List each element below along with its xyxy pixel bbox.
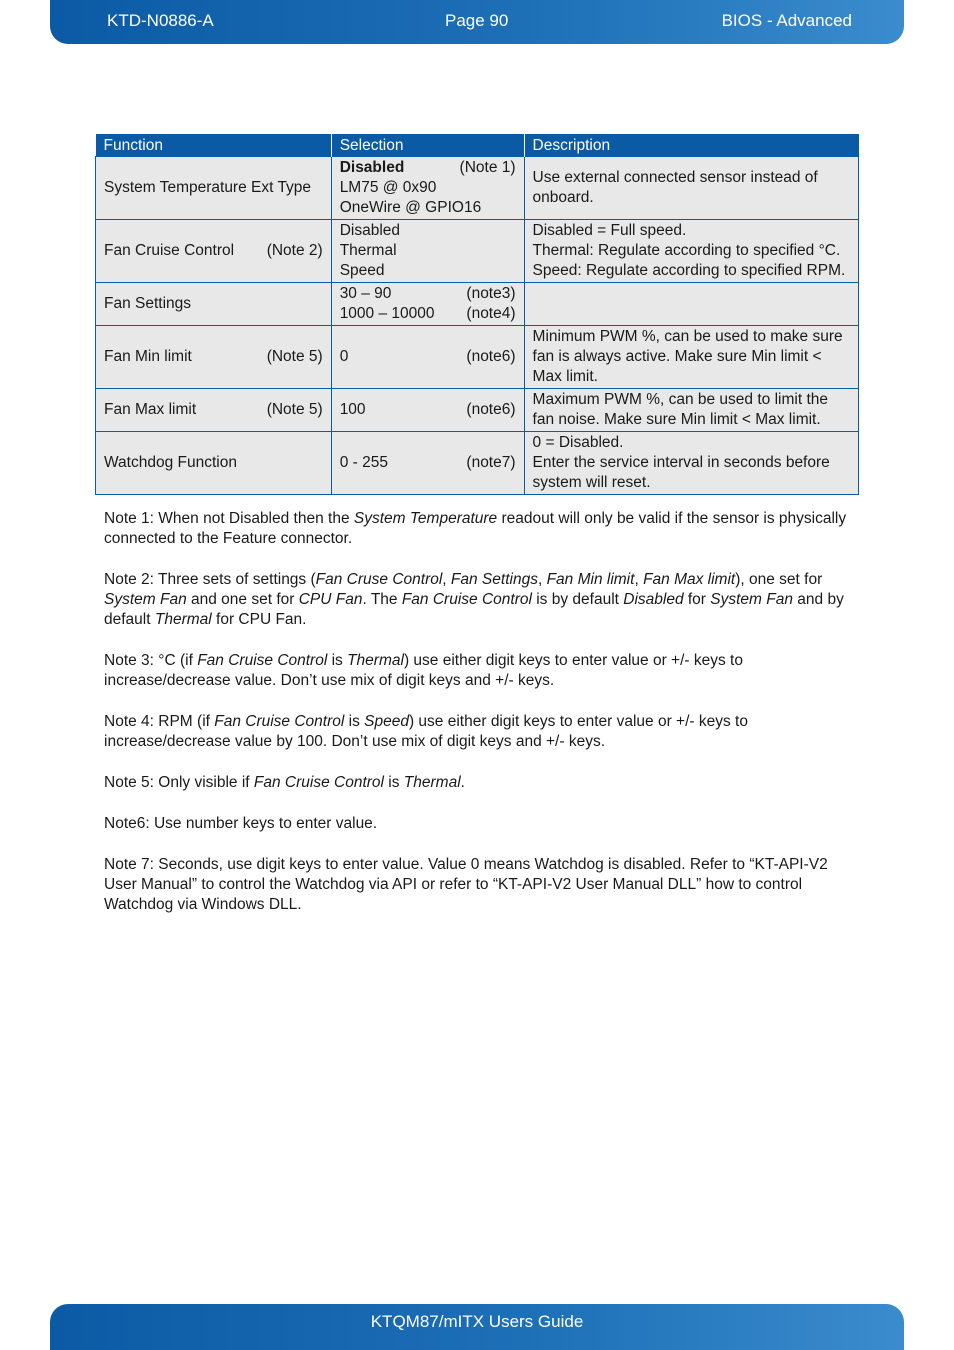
- note-text: ,: [442, 571, 451, 588]
- note-emphasis: Fan Cruse Control: [315, 571, 443, 588]
- note-emphasis: Fan Min limit: [546, 571, 635, 588]
- description-line: Minimum PWM %, can be used to make sure: [532, 328, 843, 345]
- note-paragraph: [104, 773, 854, 793]
- note-text: Note 7: Seconds, use digit keys to enter value. Value 0 means Watchdog is disabled. Refer to “KT-API-V2 User Manual” to control the Watchdog via API or refer to “KT-API-V2 User Manual DLL” how to control Watchdog via Windows DLL.: [104, 856, 828, 913]
- description-line: system will reset.: [532, 474, 651, 491]
- column-header-function: Function: [96, 134, 332, 157]
- selection-value: 1000 – 10000: [339, 305, 435, 322]
- note-text: Note6: Use number keys to enter value.: [104, 815, 378, 832]
- selection-note: (note4): [466, 305, 516, 322]
- selection-value: Thermal: [339, 242, 397, 259]
- selection-value: LM75 @ 0x90: [339, 179, 437, 196]
- selection-value: 0: [339, 348, 349, 365]
- note-text: ), one set for: [735, 571, 823, 588]
- note-emphasis: Thermal: [347, 652, 404, 669]
- column-header-description: Description: [524, 134, 858, 157]
- description-line: Max limit.: [532, 368, 598, 385]
- note-paragraph: [104, 814, 854, 834]
- selection-cell: [331, 220, 524, 283]
- note-text: . The: [362, 591, 402, 608]
- note-text: Note 4: RPM (if: [104, 713, 215, 730]
- selection-note: (note7): [466, 454, 516, 471]
- description-line: Enter the service interval in seconds before: [532, 454, 830, 471]
- note-text: readout will only be valid if the sensor is physically connected to the Feature connector.: [104, 510, 847, 547]
- function-cell: [96, 389, 332, 432]
- selection-cell: [331, 432, 524, 495]
- note-emphasis: Fan Cruise Control: [253, 774, 384, 791]
- note-text: ) use either digit keys to enter value or +/- keys to increase/decrease value. Don’t use mix of digit keys and +/- keys.: [104, 652, 743, 689]
- function-name: System Temperature Ext Type: [104, 179, 312, 196]
- note-text: ,: [634, 571, 644, 588]
- selection-value: 100: [339, 401, 366, 418]
- column-header-selection: Selection: [331, 134, 524, 157]
- description-line: Speed: Regulate according to specified RPM.: [532, 262, 846, 279]
- notes-section: [104, 509, 854, 936]
- table-row: [96, 157, 859, 220]
- description-line: Maximum PWM %, can be used to limit the: [532, 391, 828, 408]
- note-emphasis: Thermal: [154, 611, 212, 628]
- function-name: Watchdog Function: [104, 454, 237, 471]
- selection-note: (note3): [466, 285, 516, 302]
- description-cell: [524, 326, 858, 389]
- function-note: (Note 5): [266, 401, 323, 418]
- note-emphasis: Fan Cruise Control: [197, 652, 328, 669]
- note-text: is: [327, 652, 348, 669]
- note-text: Note 3: °C (if: [104, 652, 198, 669]
- description-cell: [524, 157, 858, 220]
- note-emphasis: System Fan: [104, 591, 187, 608]
- selection-note: (note6): [466, 401, 516, 418]
- table-row: [96, 326, 859, 389]
- function-name: Fan Min limit: [104, 348, 192, 365]
- description-line: Use external connected sensor instead of: [532, 169, 818, 186]
- note-paragraph: [104, 855, 854, 915]
- table-header-row: [96, 134, 859, 157]
- note-paragraph: [104, 712, 854, 752]
- note-text: and by default: [104, 591, 844, 628]
- selection-note: (note6): [466, 348, 516, 365]
- description-line: fan noise. Make sure Min limit < Max limit.: [532, 411, 821, 428]
- note-emphasis: Fan Max limit: [643, 571, 736, 588]
- note-text: for: [683, 591, 711, 608]
- section-title: BIOS - Advanced: [721, 11, 852, 30]
- selection-value: OneWire @ GPIO16: [339, 199, 482, 216]
- description-line: fan is always active. Make sure Min limit <: [532, 348, 822, 365]
- table-row: [96, 220, 859, 283]
- function-name: Fan Cruise Control: [104, 242, 235, 259]
- description-cell: [524, 283, 858, 326]
- page-header: [50, 0, 904, 44]
- note-paragraph: [104, 651, 854, 691]
- function-note: (Note 5): [266, 348, 323, 365]
- note-text: is by default: [531, 591, 624, 608]
- selection-cell: [331, 389, 524, 432]
- note-paragraph: [104, 570, 854, 630]
- note-text: is: [383, 774, 404, 791]
- document-id: KTD-N0886-A: [107, 11, 214, 30]
- page-footer: [50, 1304, 904, 1350]
- note-emphasis: Fan Settings: [450, 571, 538, 588]
- description-cell: [524, 389, 858, 432]
- function-cell: [96, 326, 332, 389]
- note-text: Note 5: Only visible if: [104, 774, 254, 791]
- page-number: Page 90: [445, 11, 509, 30]
- selection-note: (Note 1): [459, 159, 516, 176]
- table-row: [96, 389, 859, 432]
- selection-value: Disabled: [339, 159, 405, 176]
- note-text: for CPU Fan.: [211, 611, 307, 628]
- note-text: .: [460, 774, 465, 791]
- selection-value: 0 - 255: [339, 454, 388, 471]
- selection-value: 30 – 90: [339, 285, 392, 302]
- note-text: ) use either digit keys to enter value or +/- keys to increase/decrease value by 100. Don’t use mix of digit keys and +/- keys.: [104, 713, 748, 750]
- table-row: [96, 432, 859, 495]
- selection-cell: [331, 157, 524, 220]
- selection-cell: [331, 326, 524, 389]
- footer-title: KTQM87/mITX Users Guide: [370, 1312, 584, 1331]
- note-emphasis: Fan Cruise Control: [214, 713, 345, 730]
- function-cell: [96, 283, 332, 326]
- selection-value: Speed: [339, 262, 385, 279]
- description-cell: [524, 220, 858, 283]
- note-emphasis: System Fan: [710, 591, 793, 608]
- description-line: 0 = Disabled.: [532, 434, 624, 451]
- function-cell: [96, 220, 332, 283]
- function-note: (Note 2): [266, 242, 323, 259]
- note-emphasis: Disabled: [623, 591, 684, 608]
- description-line: Disabled = Full speed.: [532, 222, 687, 239]
- description-line: Thermal: Regulate according to specified °C.: [532, 242, 841, 259]
- function-cell: [96, 157, 332, 220]
- selection-value: Disabled: [339, 222, 400, 239]
- note-text: Note 1: When not Disabled then the: [104, 510, 354, 527]
- note-emphasis: Thermal: [403, 774, 461, 791]
- note-text: Note 2: Three sets of settings (: [104, 571, 316, 588]
- note-emphasis: Speed: [364, 713, 409, 730]
- selection-cell: [331, 283, 524, 326]
- note-emphasis: System Temperature: [353, 510, 498, 527]
- table-row: [96, 283, 859, 326]
- note-emphasis: Fan Cruise Control: [401, 591, 532, 608]
- note-emphasis: CPU Fan: [298, 591, 363, 608]
- note-paragraph: [104, 509, 854, 549]
- function-cell: [96, 432, 332, 495]
- description-line: onboard.: [532, 189, 594, 206]
- bios-settings-table: [95, 134, 859, 495]
- function-name: Fan Max limit: [104, 401, 197, 418]
- note-text: and one set for: [186, 591, 299, 608]
- note-text: ,: [537, 571, 547, 588]
- function-name: Fan Settings: [104, 295, 192, 312]
- note-text: is: [344, 713, 365, 730]
- description-cell: [524, 432, 858, 495]
